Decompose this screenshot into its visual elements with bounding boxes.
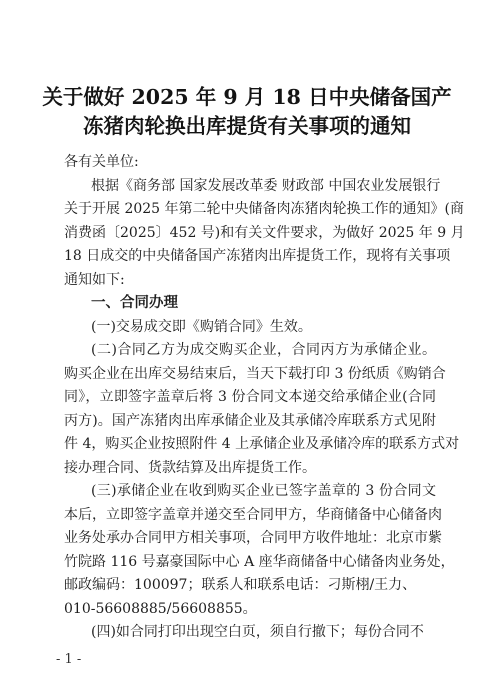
paragraph-line: (四)如合同打印出现空白页，须自行撤下；每份合同不 (91, 624, 424, 640)
paragraph-line: (二)合同乙方为成交购买企业，合同丙方为承储企业。 (91, 342, 436, 358)
paragraph-line: 购买企业在出库交易结束后，当天下载打印 3 份纸质《购销合 (64, 366, 446, 382)
paragraph-line: 本后，立即签字盖章并递交至合同甲方，华商储备中心储备肉 (64, 507, 442, 523)
paragraph-line: 接办理合同、货款结算及出库提货工作。 (64, 460, 316, 476)
paragraph-line: 丙方)。国产冻猪肉出库承储企业及其承储冷库联系方式见附 (64, 413, 436, 429)
paragraph-line: 010-56608885/56608855。 (64, 601, 257, 617)
paragraph-line: 邮政编码：100097；联系人和联系电话：刁斯栩/王力、 (64, 577, 417, 593)
paragraph-line: 件 4，购买企业按照附件 4 上承储企业及承储冷库的联系方式对 (64, 436, 460, 452)
page-number: - 1 - (56, 652, 82, 667)
paragraph-line: 同》，立即签字盖章后将 3 份合同文本递交给承储企业(合同 (64, 389, 436, 405)
paragraph-line: 业务处承办合同甲方相关事项，合同甲方收件地址：北京市紫 (64, 530, 442, 546)
paragraph-line: 竹院路 116 号嘉豪国际中心 A 座华商储备中心储备肉业务处， (64, 554, 455, 570)
paragraph-line: (一)交易成交即《购销合同》生效。 (91, 319, 312, 335)
paragraph-line: (三)承储企业在收到购买企业已签字盖章的 3 份合同文 (91, 483, 436, 499)
document-title-line-1: 关于做好 2025 年 9 月 18 日中央储备国产 (42, 85, 452, 109)
intro-line: 关于开展 2025 年第二轮中央储备肉冻猪肉轮换工作的通知》(商 (64, 201, 464, 217)
intro-line: 根据《商务部 国家发展改革委 财政部 中国农业发展银行 (91, 178, 441, 194)
intro-line: 18 日成交的中央储备国产冻猪肉出库提货工作，现将有关事项 (64, 248, 451, 264)
salutation: 各有关单位: (64, 154, 139, 170)
section-heading-contract: 一、合同办理 (91, 295, 178, 311)
intro-line: 消费函〔2025〕452 号)和有关文件要求，为做好 2025 年 9 月 (64, 225, 465, 241)
intro-line: 通知如下: (64, 272, 125, 288)
document-title-line-2: 冻猪肉轮换出库提货有关事项的通知 (83, 114, 411, 138)
